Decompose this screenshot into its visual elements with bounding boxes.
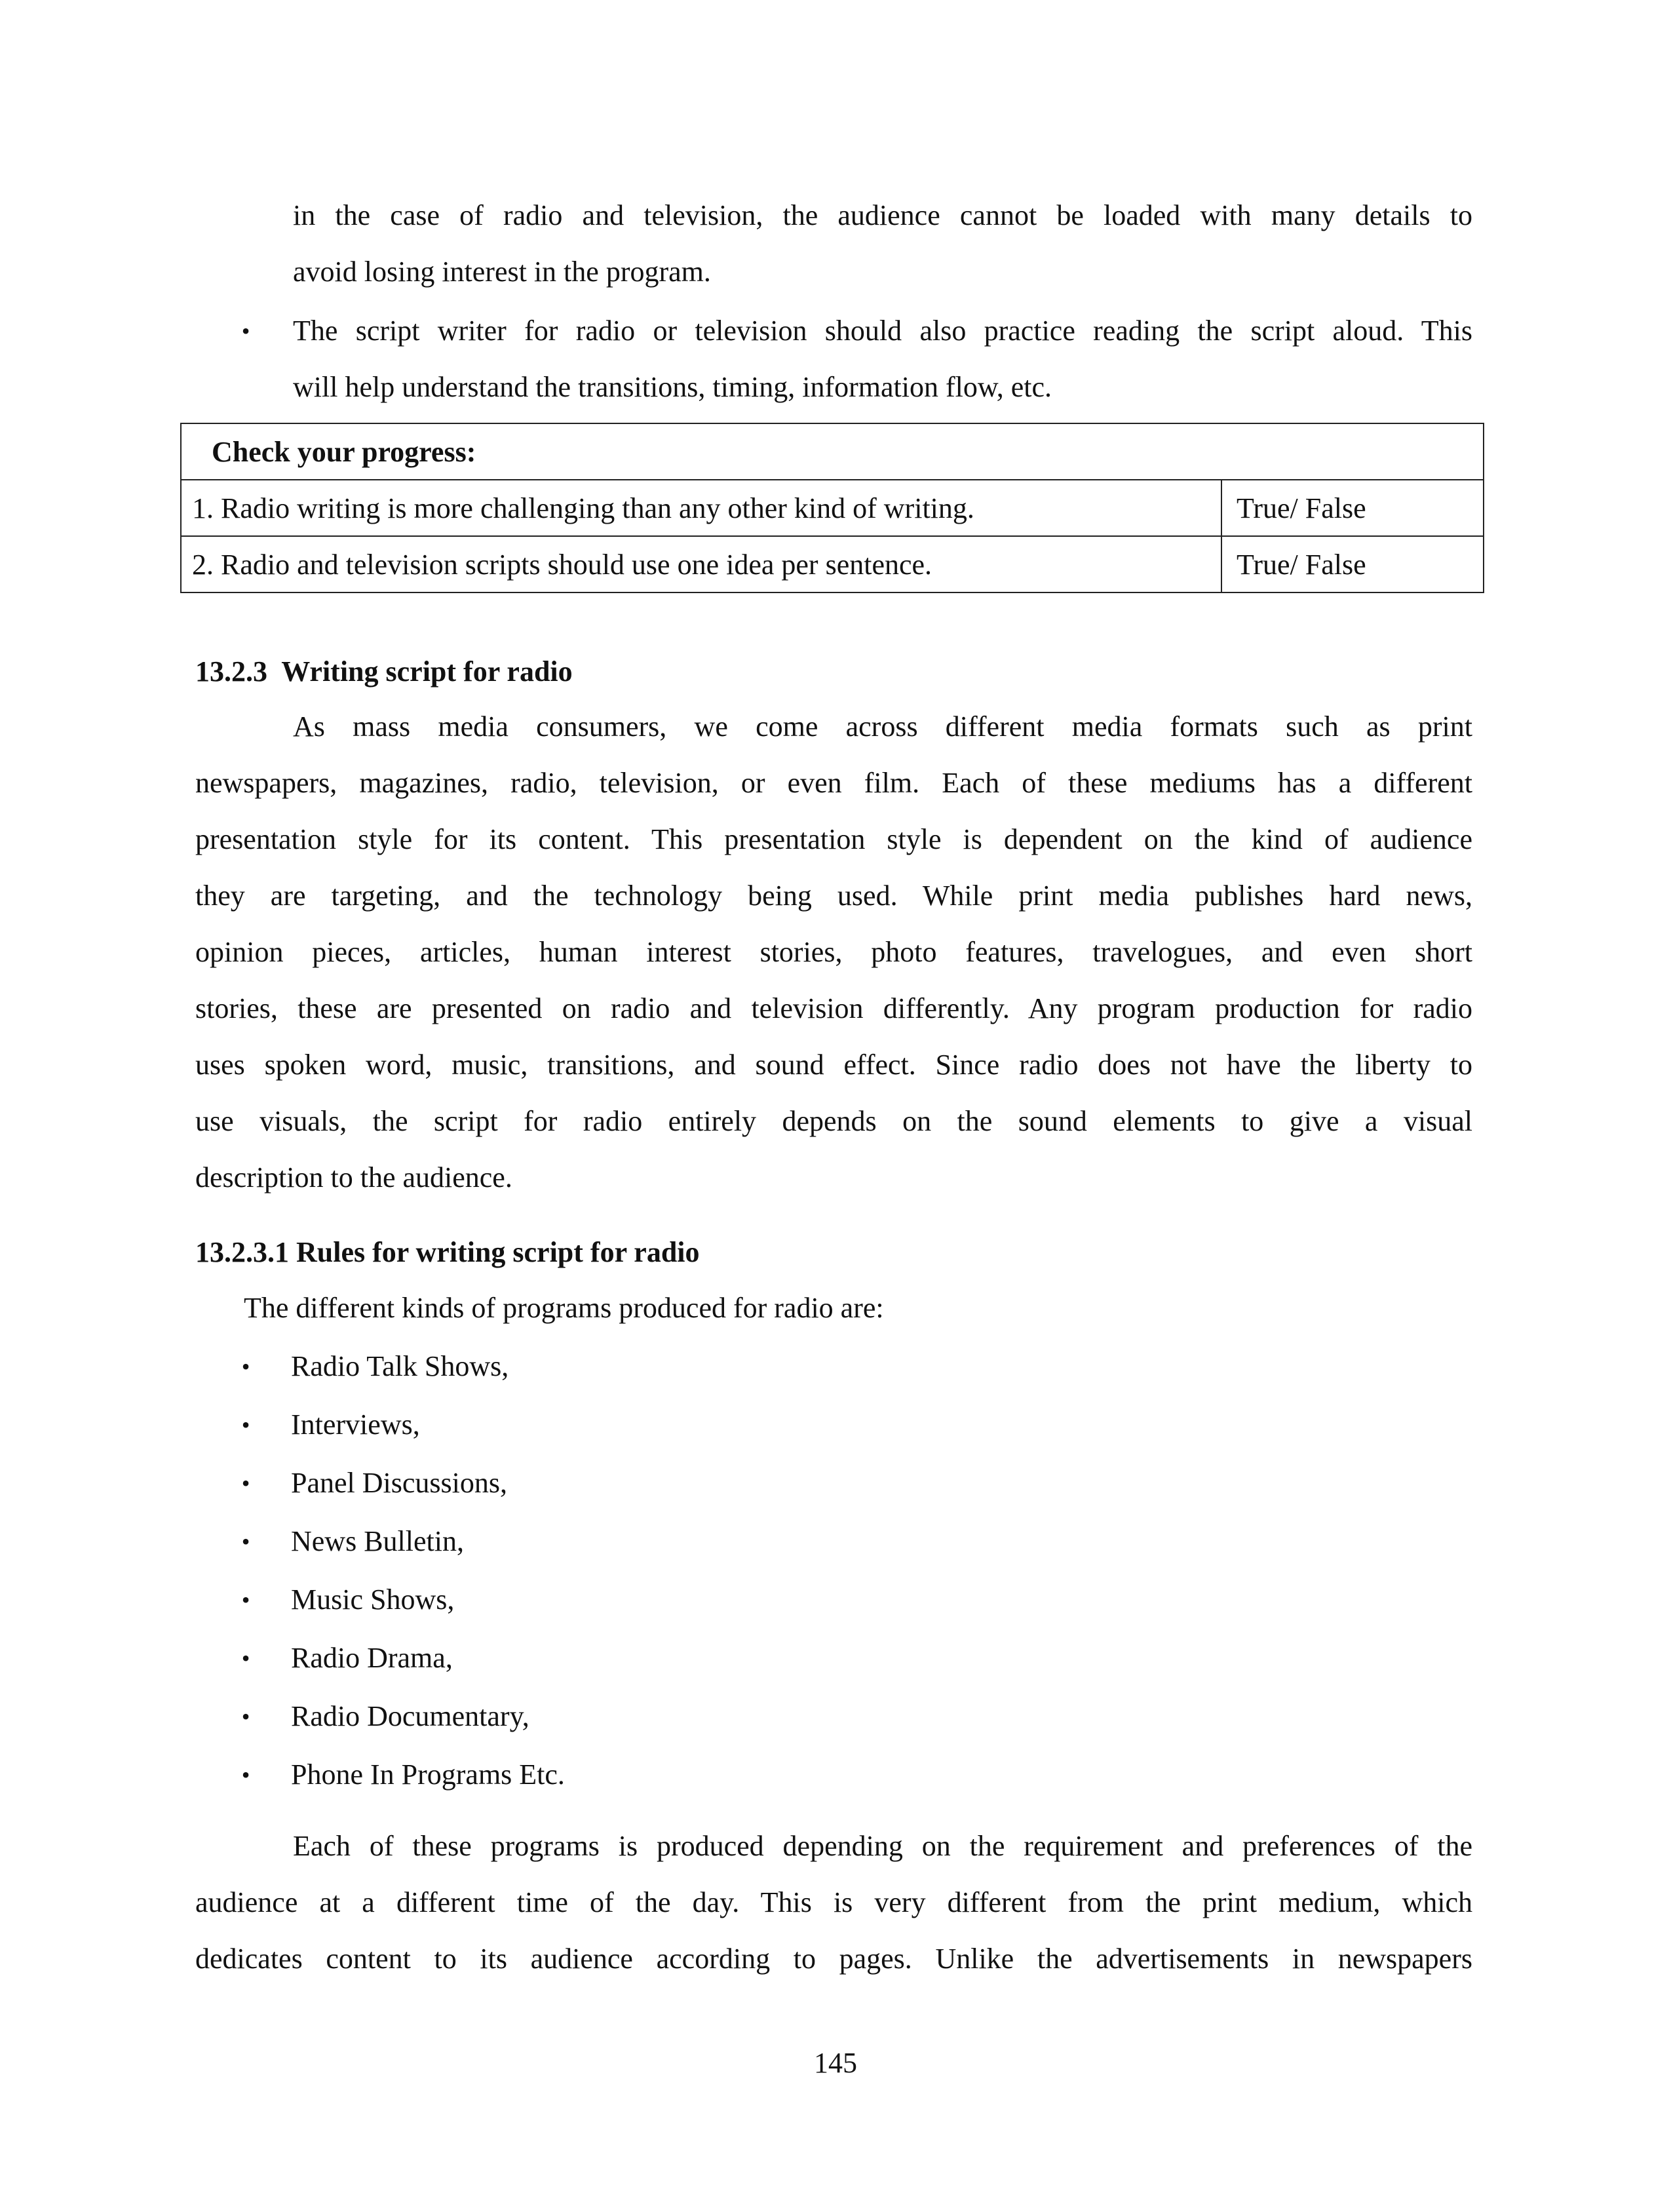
list-item xyxy=(236,1572,1481,1628)
section-heading: 13.2.3 Writing script for radio xyxy=(195,655,573,688)
text-line: audience at a different time of the day. This is very different from the print medium, which xyxy=(195,1886,1472,1918)
answer-cell: True/ False xyxy=(1221,480,1484,536)
list-item-text: Radio Talk Shows, xyxy=(291,1350,509,1382)
bullet-icon: • xyxy=(241,1412,250,1438)
answer-cell: True/ False xyxy=(1221,536,1484,592)
bullet-icon: • xyxy=(241,1353,250,1380)
list-item-text: News Bulletin, xyxy=(291,1525,464,1557)
page-number: 145 xyxy=(814,2047,857,2079)
table-header-row xyxy=(181,423,1484,480)
table-row xyxy=(181,480,1484,536)
continuation-text xyxy=(293,187,1472,300)
list-item-text: Phone In Programs Etc. xyxy=(291,1758,565,1791)
list-item xyxy=(236,1747,1481,1803)
section-paragraph xyxy=(195,699,1472,1206)
text-line: uses spoken word, music, transitions, and sound effect. Since radio does not have the liberty to xyxy=(195,1049,1472,1081)
text-line: newspapers, magazines, radio, television, or even film. Each of these mediums has a different xyxy=(195,767,1472,799)
text-line: description to the audience. xyxy=(195,1161,512,1193)
question-cell: 1. Radio writing is more challenging than any other kind of writing. xyxy=(181,480,1221,536)
bullet-icon: • xyxy=(241,1762,250,1788)
table-row xyxy=(181,536,1484,592)
question-cell: 2. Radio and television scripts should use one idea per sentence. xyxy=(181,536,1221,592)
list-item xyxy=(236,1455,1481,1511)
bullet-item xyxy=(236,303,1481,416)
bullet-icon: • xyxy=(241,1703,250,1730)
text-line: in the case of radio and television, the audience cannot be loaded with many details to xyxy=(293,199,1472,231)
progress-table xyxy=(180,423,1484,593)
table-heading: Check your progress: xyxy=(181,423,1484,480)
bullet-icon: • xyxy=(241,318,250,344)
list-intro: The different kinds of programs produced for radio are: xyxy=(244,1292,884,1324)
bullet-icon: • xyxy=(241,1470,250,1496)
list-item-text: Radio Drama, xyxy=(291,1642,453,1674)
bullet-text xyxy=(293,303,1472,416)
bullet-icon: • xyxy=(241,1528,250,1555)
closing-paragraph xyxy=(195,1818,1472,1987)
text-line: will help understand the transitions, timing, information flow, etc. xyxy=(293,371,1052,403)
text-line: they are targeting, and the technology being used. While print media publishes hard news, xyxy=(195,880,1472,912)
text-line: Each of these programs is produced depending on the requirement and preferences of the xyxy=(293,1830,1472,1862)
list-item-text: Interviews, xyxy=(291,1408,420,1441)
text-line: opinion pieces, articles, human interest stories, photo features, travelogues, and even short xyxy=(195,936,1472,968)
text-line: stories, these are presented on radio and television differently. Any program production for radio xyxy=(195,992,1472,1024)
text-line: avoid losing interest in the program. xyxy=(293,256,711,288)
list-item xyxy=(236,1397,1481,1453)
list-item-text: Radio Documentary, xyxy=(291,1700,529,1732)
subsection-heading: 13.2.3.1 Rules for writing script for radio xyxy=(195,1236,700,1268)
list-item xyxy=(236,1630,1481,1686)
text-line: As mass media consumers, we come across different media formats such as print xyxy=(293,710,1472,743)
list-item xyxy=(236,1513,1481,1570)
text-line: The script writer for radio or television should also practice reading the script aloud. This xyxy=(293,315,1472,347)
text-line: presentation style for its content. This presentation style is dependent on the kind of audience xyxy=(195,823,1472,855)
text-line: dedicates content to its audience according to pages. Unlike the advertisements in newspapers xyxy=(195,1943,1472,1975)
bullet-icon: • xyxy=(241,1645,250,1671)
text-line: use visuals, the script for radio entirely depends on the sound elements to give a visual xyxy=(195,1105,1472,1137)
list-item-text: Music Shows, xyxy=(291,1583,455,1616)
list-item-text: Panel Discussions, xyxy=(291,1467,507,1499)
list-item xyxy=(236,1338,1481,1395)
bullet-icon: • xyxy=(241,1587,250,1613)
list-item xyxy=(236,1688,1481,1745)
